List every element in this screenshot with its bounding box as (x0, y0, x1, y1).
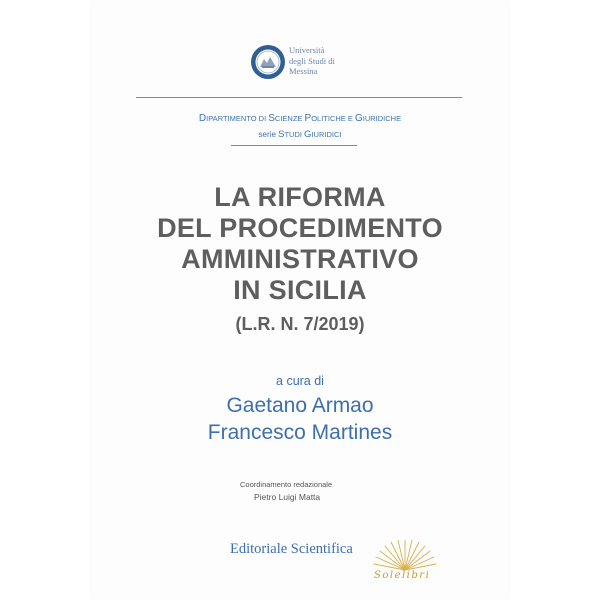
editor-name: Gaetano Armao (226, 394, 374, 417)
top-divider (136, 97, 462, 98)
coordination-label: Coordinamento redazionale (240, 480, 333, 489)
sun-rays-icon (370, 540, 440, 574)
title-line: LA RIFORMA (214, 182, 386, 212)
title-line: IN SICILIA (233, 275, 367, 305)
university-name-line: Messina (289, 66, 318, 76)
curated-by-label: a cura di (276, 374, 324, 388)
department-name: DIPARTIMENTO DI SCIENZE POLITICHE E GIURIDICHE (198, 113, 402, 124)
book-subtitle: (L.R. N. 7/2019) (235, 314, 365, 334)
university-name-line: degli Studi di (289, 55, 335, 66)
university-name (289, 45, 335, 77)
editor-name: Francesco Martines (207, 421, 393, 444)
university-logo (250, 44, 370, 84)
publisher-name: Editoriale Scientifica (230, 541, 353, 557)
series-divider (231, 145, 357, 146)
coordinator-name: Pietro Luigi Matta (254, 492, 321, 502)
book-title (92, 182, 508, 306)
university-name-line: Università (289, 45, 325, 55)
title-line: DEL PROCEDIMENTO (157, 213, 443, 243)
series-name: serie STUDI GIURIDICI (258, 129, 342, 140)
title-line: AMMINISTRATIVO (181, 244, 419, 274)
imprint-logo: Solelibri (374, 570, 431, 581)
university-seal-icon (250, 44, 286, 80)
